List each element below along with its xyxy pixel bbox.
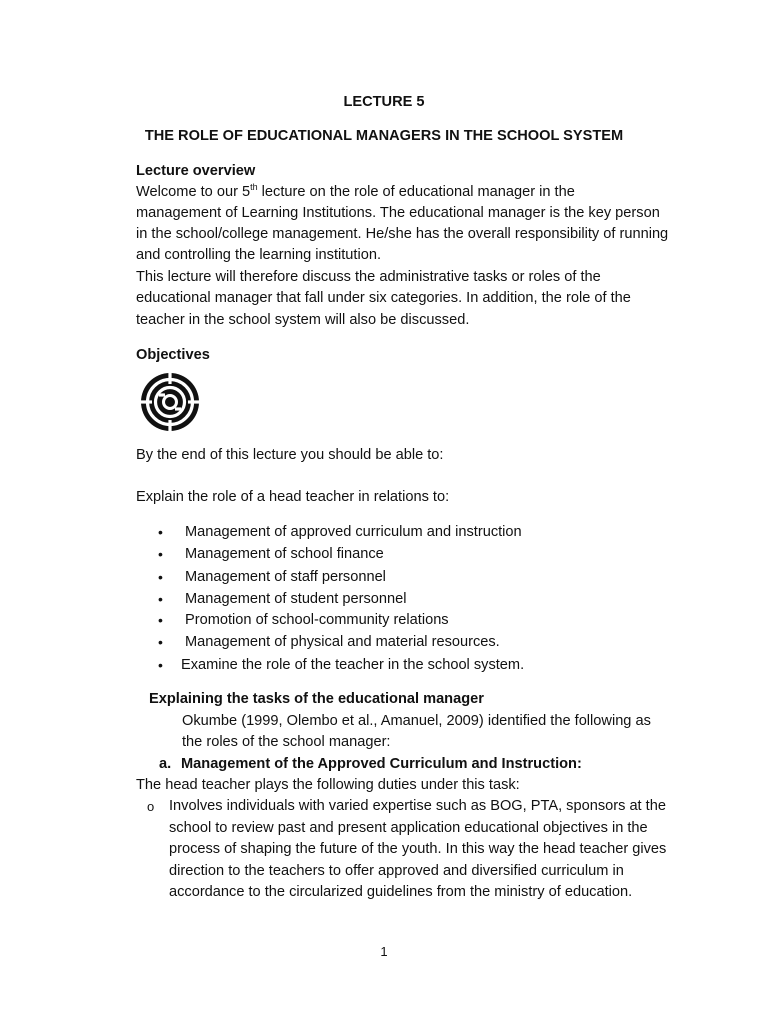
overview-line: management of Learning Institutions. The educational manager is the key person	[136, 205, 660, 221]
overview-line: teacher in the school system will also be discussed.	[136, 312, 470, 328]
page-number: 1	[380, 944, 388, 959]
page-title: THE ROLE OF EDUCATIONAL MANAGERS IN THE SCHOOL SYSTEM	[144, 128, 624, 144]
overview-line: educational manager that fall under six categories. In addition, the role of the	[136, 290, 631, 306]
duty-line: direction to the teachers to offer approved and diversified curriculum in	[169, 863, 624, 879]
objectives-explain: Explain the role of a head teacher in relations to:	[136, 489, 450, 505]
duty-line: school to review past and present application educational objectives in the	[169, 820, 648, 836]
list-item: Promotion of school-community relations	[185, 612, 449, 628]
duty-line: process of shaping the future of the youth. In this way the head teacher gives	[169, 841, 667, 857]
list-item: Examine the role of the teacher in the school system.	[181, 657, 525, 673]
circle-bullet-icon: o	[147, 799, 155, 814]
tasks-intro-line: Okumbe (1999, Olembo et al., Amanuel, 2009) identified the following as	[182, 713, 651, 729]
objectives-intro: By the end of this lecture you should be able to:	[136, 447, 444, 463]
list-item: Management of physical and material resources.	[185, 634, 500, 650]
overview-line: This lecture will therefore discuss the administrative tasks or roles of the	[136, 269, 601, 285]
list-item: Management of staff personnel	[185, 569, 386, 585]
overview-line: and controlling the learning institution.	[136, 247, 382, 263]
bullet-icon: •	[158, 634, 163, 650]
lecture-number: LECTURE 5	[343, 94, 425, 110]
bullet-icon: •	[158, 657, 163, 673]
list-item: Management of student personnel	[185, 591, 407, 607]
subsection-marker: a.	[159, 756, 172, 772]
section-heading-overview: Lecture overview	[136, 163, 256, 179]
bullet-icon: •	[158, 612, 163, 628]
section-heading-objectives: Objectives	[136, 347, 210, 363]
overview-line: in the school/college management. He/she has the overall responsibility of running	[136, 226, 669, 242]
bullet-icon: •	[158, 524, 163, 540]
target-icon	[139, 371, 201, 433]
duties-intro: The head teacher plays the following duties under this task:	[136, 777, 520, 793]
superscript: th	[250, 182, 258, 193]
bullet-icon: •	[158, 591, 163, 607]
tasks-intro-line: the roles of the school manager:	[182, 734, 391, 750]
overview-line	[136, 182, 575, 204]
duty-line: accordance to the circularized guidelines from the ministry of education.	[169, 884, 633, 900]
subsection-heading: Management of the Approved Curriculum and Instruction:	[181, 756, 582, 772]
duty-line: Involves individuals with varied expertise such as BOG, PTA, sponsors at the	[169, 798, 666, 814]
bullet-icon: •	[158, 546, 163, 562]
list-item: Management of approved curriculum and instruction	[185, 524, 522, 540]
list-item: Management of school finance	[185, 546, 384, 562]
overview-text: Welcome to our 5	[136, 184, 251, 200]
overview-text: lecture on the role of educational manager in the	[257, 184, 575, 200]
section-heading-tasks: Explaining the tasks of the educational manager	[149, 691, 484, 707]
bullet-icon: •	[158, 569, 163, 585]
